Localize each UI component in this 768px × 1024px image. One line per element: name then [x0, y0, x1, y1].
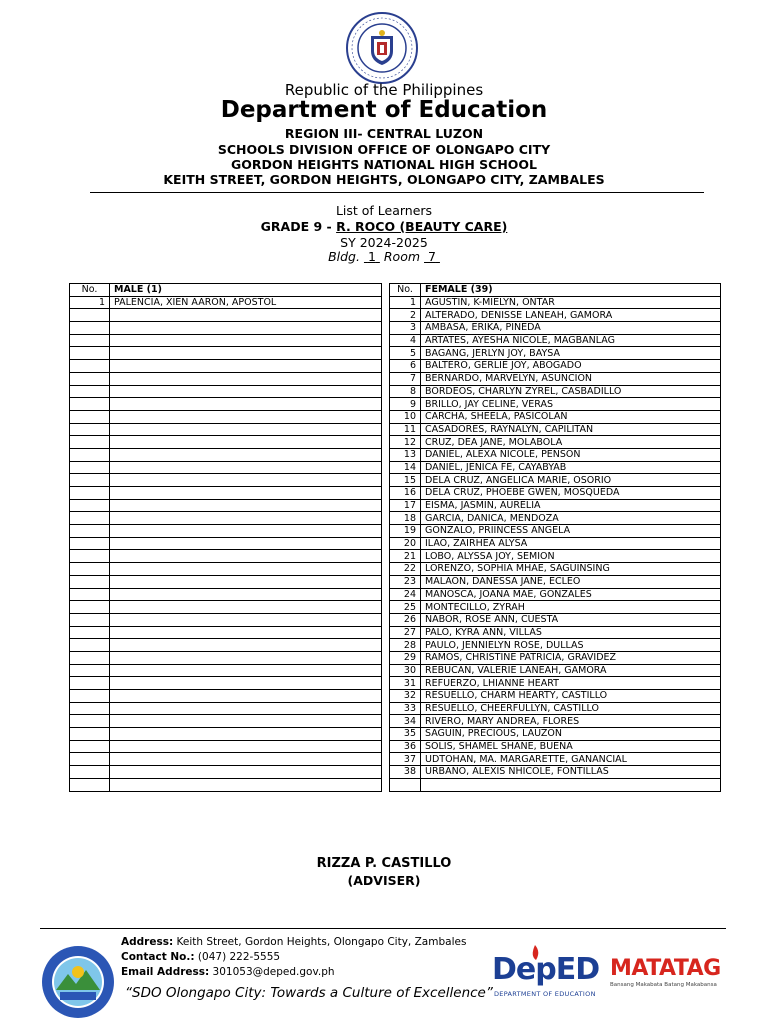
grade-section-title: [0, 219, 768, 234]
male-no-cell: [70, 448, 110, 461]
column-spacer: [382, 753, 390, 766]
republic-heading: Republic of the Philippines: [284, 81, 484, 99]
table-row: [70, 296, 721, 309]
footer-divider: [40, 928, 726, 929]
table-row: [70, 690, 721, 703]
male-name-cell: [110, 537, 382, 550]
table-row: [70, 423, 721, 436]
female-name-cell: PAULO, JENNIELYN ROSE, DULLAS: [421, 639, 721, 652]
table-row: [70, 575, 721, 588]
email-value: 301053@deped.gov.ph: [209, 966, 335, 978]
male-no-cell: [70, 601, 110, 614]
female-name-cell: CASADORES, RAYNALYN, CAPILITAN: [421, 423, 721, 436]
male-no-cell: [70, 753, 110, 766]
male-no-cell: [70, 563, 110, 576]
female-no-cell: 13: [390, 448, 421, 461]
contact-value: (047) 222-5555: [194, 951, 281, 963]
female-name-cell: BALTERO, GERLIE JOY, ABOGADO: [421, 360, 721, 373]
male-no-cell: [70, 334, 110, 347]
table-row: [70, 537, 721, 550]
male-no-cell: [70, 398, 110, 411]
table-row: [70, 372, 721, 385]
female-name-cell: DELA CRUZ, PHOEBE GWEN, MOSQUEDA: [421, 487, 721, 500]
male-no-cell: [70, 372, 110, 385]
female-name-cell: DANIEL, JENICA FE, CAYABYAB: [421, 461, 721, 474]
female-no-cell: 36: [390, 740, 421, 753]
female-no-cell: [390, 778, 421, 791]
male-name-cell: [110, 499, 382, 512]
male-name-cell: [110, 563, 382, 576]
female-name-cell: ARTATES, AYESHA NICOLE, MAGBANLAG: [421, 334, 721, 347]
male-name-cell: [110, 639, 382, 652]
male-name-cell: [110, 398, 382, 411]
female-no-cell: 34: [390, 715, 421, 728]
female-no-cell: 18: [390, 512, 421, 525]
contact-label: Contact No.:: [121, 951, 195, 963]
table-row: [70, 385, 721, 398]
male-no-cell: [70, 436, 110, 449]
table-row: [70, 525, 721, 538]
school-address-heading: KEITH STREET, GORDON HEIGHTS, OLONGAPO CITY, ZAMBALES: [163, 172, 605, 187]
male-name-cell: [110, 575, 382, 588]
column-spacer: [382, 690, 390, 703]
table-row: [70, 588, 721, 601]
male-no-cell: [70, 385, 110, 398]
column-spacer: [382, 537, 390, 550]
female-no-cell: 20: [390, 537, 421, 550]
column-spacer: [382, 613, 390, 626]
female-no-cell: 21: [390, 550, 421, 563]
table-row: [70, 487, 721, 500]
table-row: [70, 639, 721, 652]
column-spacer: [382, 309, 390, 322]
female-name-cell: AGUSTIN, K-MIELYN, ONTAR: [421, 296, 721, 309]
female-name-cell: REFUERZO, LHIANNE HEART: [421, 677, 721, 690]
female-name-cell: SOLIS, SHAMEL SHANE, BUENA: [421, 740, 721, 753]
male-no-cell: [70, 639, 110, 652]
matatag-tagline: Bansang Makabata Batang Makabansa: [610, 982, 717, 988]
male-name-cell: [110, 753, 382, 766]
male-name-cell: [110, 651, 382, 664]
column-spacer: [382, 702, 390, 715]
school-year: SY 2024-2025: [340, 235, 428, 250]
column-spacer: [382, 499, 390, 512]
column-spacer: [382, 575, 390, 588]
column-spacer: [382, 715, 390, 728]
table-row: [70, 360, 721, 373]
school-seal-logo: [40, 944, 116, 1020]
column-spacer: [382, 461, 390, 474]
female-name-cell: BAGANG, JERLYN JOY, BAYSA: [421, 347, 721, 360]
table-row: [70, 550, 721, 563]
female-name-cell: DELA CRUZ, ANGELICA MARIE, OSORIO: [421, 474, 721, 487]
female-name-cell: RESUELLO, CHARM HEARTY, CASTILLO: [421, 690, 721, 703]
column-spacer: [382, 487, 390, 500]
section-name: R. ROCO (BEAUTY CARE): [336, 219, 508, 234]
female-no-cell: 1: [390, 296, 421, 309]
male-no-cell: [70, 664, 110, 677]
male-name-cell: [110, 702, 382, 715]
female-name-cell: RIVERO, MARY ANDREA, FLORES: [421, 715, 721, 728]
female-name-cell: BRILLO, JAY CELINE, VERAS: [421, 398, 721, 411]
deped-subtitle: DEPARTMENT OF EDUCATION: [494, 990, 596, 998]
female-name-cell: AMBASA, ERIKA, PINEDA: [421, 322, 721, 335]
male-name-cell: [110, 715, 382, 728]
male-name-cell: [110, 334, 382, 347]
address-label: Address:: [121, 936, 174, 948]
female-name-cell: BORDEOS, CHARLYN ZYREL, CASBADILLO: [421, 385, 721, 398]
male-name-cell: [110, 385, 382, 398]
male-name-cell: [110, 626, 382, 639]
female-name-cell: BERNARDO, MARVELYN, ASUNCION: [421, 372, 721, 385]
male-name-cell: PALENCIA, XIEN AARON, APOSTOL: [110, 296, 382, 309]
division-heading: SCHOOLS DIVISION OFFICE OF OLONGAPO CITY: [217, 142, 551, 157]
table-row: [70, 702, 721, 715]
female-no-cell: 16: [390, 487, 421, 500]
department-heading: Department of Education: [220, 97, 548, 123]
male-no-cell: [70, 309, 110, 322]
footer-email: [121, 966, 335, 978]
column-spacer: [382, 448, 390, 461]
column-spacer: [382, 385, 390, 398]
column-spacer: [382, 588, 390, 601]
male-name-cell: [110, 436, 382, 449]
female-no-cell: 2: [390, 309, 421, 322]
male-header: MALE (1): [110, 284, 382, 297]
female-name-cell: URBANO, ALEXIS NHICOLE, FONTILLAS: [421, 766, 721, 779]
female-name-cell: LOBO, ALYSSA JOY, SEMION: [421, 550, 721, 563]
column-spacer: [382, 563, 390, 576]
male-name-cell: [110, 423, 382, 436]
female-no-header: No.: [390, 284, 421, 297]
male-name-cell: [110, 309, 382, 322]
female-no-cell: 37: [390, 753, 421, 766]
school-heading: GORDON HEIGHTS NATIONAL HIGH SCHOOL: [230, 157, 538, 172]
male-name-cell: [110, 740, 382, 753]
male-no-cell: [70, 550, 110, 563]
male-no-cell: [70, 728, 110, 741]
female-no-cell: 11: [390, 423, 421, 436]
column-spacer: [382, 322, 390, 335]
female-no-cell: 4: [390, 334, 421, 347]
table-row: [70, 753, 721, 766]
female-name-cell: ALTERADO, DENISSE LANEAH, GAMORA: [421, 309, 721, 322]
learners-table: [69, 283, 721, 792]
male-name-cell: [110, 766, 382, 779]
division-motto: “SDO Olongapo City: Towards a Culture of Excellence”: [125, 985, 493, 1001]
column-spacer: [382, 398, 390, 411]
column-spacer: [382, 626, 390, 639]
female-name-cell: UDTOHAN, MA. MARGARETTE, GANANCIAL: [421, 753, 721, 766]
male-no-cell: [70, 322, 110, 335]
male-no-cell: [70, 423, 110, 436]
column-spacer: [382, 284, 390, 297]
table-header-row: [70, 284, 721, 297]
male-name-cell: [110, 474, 382, 487]
room-label: Room: [383, 249, 421, 264]
female-header: FEMALE (39): [421, 284, 721, 297]
male-name-cell: [110, 778, 382, 791]
table-row: [70, 461, 721, 474]
female-no-cell: 12: [390, 436, 421, 449]
female-name-cell: LORENZO, SOPHIA MHAE, SAGUINSING: [421, 563, 721, 576]
female-name-cell: EISMA, JASMIN, AURELIA: [421, 499, 721, 512]
male-no-cell: [70, 487, 110, 500]
table-row: [70, 766, 721, 779]
female-name-cell: RESUELLO, CHEERFULLYN, CASTILLO: [421, 702, 721, 715]
header-divider: [90, 192, 704, 193]
female-no-cell: 19: [390, 525, 421, 538]
table-row: [70, 410, 721, 423]
female-name-cell: GARCIA, DANICA, MENDOZA: [421, 512, 721, 525]
building-room: [0, 249, 768, 264]
male-name-cell: [110, 601, 382, 614]
female-name-cell: REBUCAN, VALERIE LANEAH, GAMORA: [421, 664, 721, 677]
female-no-cell: 15: [390, 474, 421, 487]
female-no-cell: 38: [390, 766, 421, 779]
footer-contact: [121, 951, 280, 963]
female-no-cell: 6: [390, 360, 421, 373]
female-name-cell: MALAON, DANESSA JANE, ECLEO: [421, 575, 721, 588]
female-no-cell: 24: [390, 588, 421, 601]
adviser-name: RIZZA P. CASTILLO: [316, 856, 452, 871]
email-label: Email Address:: [121, 966, 210, 978]
bldg-label: Bldg.: [328, 249, 360, 264]
female-no-cell: 17: [390, 499, 421, 512]
female-no-cell: 27: [390, 626, 421, 639]
column-spacer: [382, 296, 390, 309]
column-spacer: [382, 766, 390, 779]
female-no-cell: 30: [390, 664, 421, 677]
table-row: [70, 448, 721, 461]
female-name-cell: CRUZ, DEA JANE, MOLABOLA: [421, 436, 721, 449]
male-name-cell: [110, 461, 382, 474]
male-no-cell: [70, 766, 110, 779]
female-name-cell: RAMOS, CHRISTINE PATRICIA, GRAVIDEZ: [421, 651, 721, 664]
male-name-cell: [110, 525, 382, 538]
male-name-cell: [110, 322, 382, 335]
female-name-cell: DANIEL, ALEXA NICOLE, PENSON: [421, 448, 721, 461]
table-row: [70, 664, 721, 677]
male-no-cell: [70, 588, 110, 601]
male-name-cell: [110, 487, 382, 500]
bldg-value: 1: [367, 249, 376, 264]
male-no-cell: [70, 740, 110, 753]
female-no-cell: 9: [390, 398, 421, 411]
male-no-cell: [70, 613, 110, 626]
male-no-cell: [70, 360, 110, 373]
column-spacer: [382, 651, 390, 664]
table-row: [70, 626, 721, 639]
deped-logo: [492, 944, 602, 1002]
table-row: [70, 740, 721, 753]
female-name-cell: PALO, KYRA ANN, VILLAS: [421, 626, 721, 639]
table-row: [70, 613, 721, 626]
deped-seal-logo: [345, 11, 419, 85]
column-spacer: [382, 550, 390, 563]
grade-label: GRADE 9 -: [260, 219, 337, 234]
female-no-cell: 8: [390, 385, 421, 398]
female-name-cell: MONTECILLO, ZYRAH: [421, 601, 721, 614]
table-row: [70, 601, 721, 614]
column-spacer: [382, 601, 390, 614]
male-name-cell: [110, 360, 382, 373]
table-row: [70, 651, 721, 664]
female-no-cell: 35: [390, 728, 421, 741]
column-spacer: [382, 639, 390, 652]
table-row: [70, 398, 721, 411]
female-no-cell: 26: [390, 613, 421, 626]
table-row: [70, 334, 721, 347]
female-name-cell: ILAO, ZAIRHEA ALYSA: [421, 537, 721, 550]
male-no-cell: 1: [70, 296, 110, 309]
female-no-cell: 5: [390, 347, 421, 360]
column-spacer: [382, 410, 390, 423]
male-name-cell: [110, 588, 382, 601]
female-no-cell: 22: [390, 563, 421, 576]
male-no-cell: [70, 702, 110, 715]
female-no-cell: 23: [390, 575, 421, 588]
table-row: [70, 677, 721, 690]
female-no-cell: 29: [390, 651, 421, 664]
column-spacer: [382, 778, 390, 791]
male-name-cell: [110, 550, 382, 563]
column-spacer: [382, 677, 390, 690]
address-value: Keith Street, Gordon Heights, Olongapo City, Zambales: [173, 936, 467, 948]
table-row: [70, 347, 721, 360]
table-row: [70, 512, 721, 525]
table-row: [70, 474, 721, 487]
female-no-cell: 10: [390, 410, 421, 423]
column-spacer: [382, 423, 390, 436]
column-spacer: [382, 372, 390, 385]
column-spacer: [382, 512, 390, 525]
male-name-cell: [110, 728, 382, 741]
deped-wordmark: DepED: [492, 952, 600, 987]
female-name-cell: MAÑOSCA, JOANA MAE, GONZALES: [421, 588, 721, 601]
male-name-cell: [110, 410, 382, 423]
male-name-cell: [110, 448, 382, 461]
learners-table-body: [70, 296, 721, 791]
female-no-cell: 33: [390, 702, 421, 715]
female-name-cell: NABOR, ROSE ANN, CUESTA: [421, 613, 721, 626]
table-row: [70, 715, 721, 728]
female-no-cell: 7: [390, 372, 421, 385]
female-name-cell: SAGUIN, PRECIOUS, LAUZON: [421, 728, 721, 741]
male-no-cell: [70, 512, 110, 525]
male-name-cell: [110, 347, 382, 360]
male-no-cell: [70, 499, 110, 512]
female-no-cell: 14: [390, 461, 421, 474]
table-row: [70, 309, 721, 322]
table-row: [70, 322, 721, 335]
female-no-cell: 28: [390, 639, 421, 652]
column-spacer: [382, 728, 390, 741]
matatag-wordmark: MATATAG: [610, 956, 721, 981]
region-heading: REGION III- CENTRAL LUZON: [284, 126, 484, 141]
footer-address: [121, 936, 466, 948]
female-name-cell: [421, 778, 721, 791]
female-name-cell: CARCHA, SHEELA, PASICOLAN: [421, 410, 721, 423]
column-spacer: [382, 740, 390, 753]
male-no-cell: [70, 626, 110, 639]
male-no-cell: [70, 778, 110, 791]
table-row: [70, 778, 721, 791]
male-no-cell: [70, 347, 110, 360]
room-value: 7: [428, 249, 436, 264]
male-name-cell: [110, 613, 382, 626]
female-no-cell: 3: [390, 322, 421, 335]
column-spacer: [382, 664, 390, 677]
male-name-cell: [110, 690, 382, 703]
adviser-role: (ADVISER): [347, 873, 421, 888]
table-row: [70, 728, 721, 741]
male-no-cell: [70, 537, 110, 550]
male-no-cell: [70, 525, 110, 538]
female-no-cell: 32: [390, 690, 421, 703]
table-row: [70, 436, 721, 449]
table-row: [70, 499, 721, 512]
male-no-cell: [70, 474, 110, 487]
table-row: [70, 563, 721, 576]
male-no-cell: [70, 715, 110, 728]
column-spacer: [382, 525, 390, 538]
male-name-cell: [110, 664, 382, 677]
female-no-cell: 25: [390, 601, 421, 614]
male-no-cell: [70, 651, 110, 664]
male-name-cell: [110, 372, 382, 385]
column-spacer: [382, 347, 390, 360]
male-no-cell: [70, 677, 110, 690]
column-spacer: [382, 436, 390, 449]
male-name-cell: [110, 677, 382, 690]
male-no-cell: [70, 410, 110, 423]
column-spacer: [382, 360, 390, 373]
female-name-cell: GONZALO, PRIINCESS ANGELA: [421, 525, 721, 538]
column-spacer: [382, 474, 390, 487]
male-name-cell: [110, 512, 382, 525]
column-spacer: [382, 334, 390, 347]
male-no-cell: [70, 690, 110, 703]
male-no-cell: [70, 461, 110, 474]
list-title: List of Learners: [335, 203, 433, 218]
male-no-header: No.: [70, 284, 110, 297]
female-no-cell: 31: [390, 677, 421, 690]
male-no-cell: [70, 575, 110, 588]
